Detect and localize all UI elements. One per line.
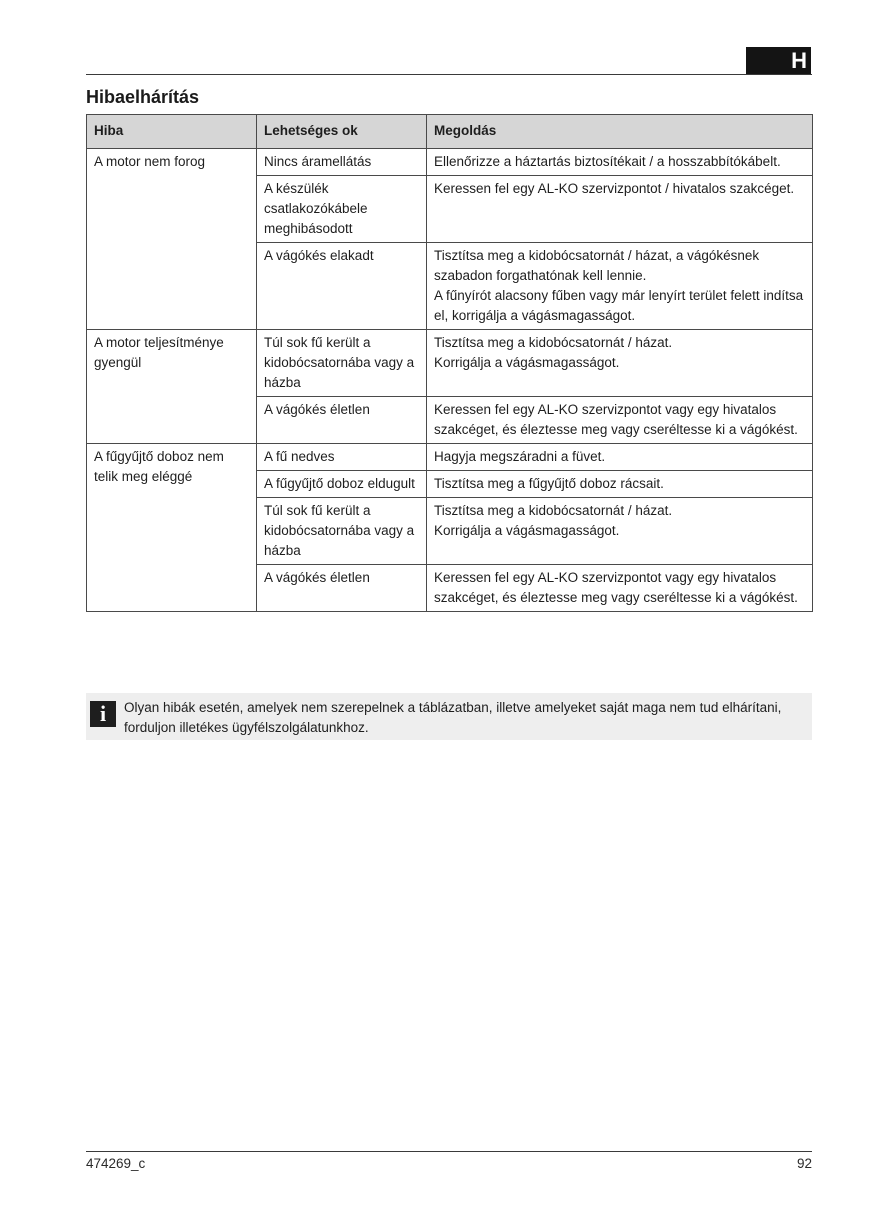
cause-cell: A fűgyűjtő doboz eldugult [257, 471, 427, 498]
table-row [87, 149, 813, 176]
cause-cell: Nincs áramellátás [257, 149, 427, 176]
header-rule [86, 74, 812, 75]
solution-cell: Keressen fel egy AL-KO szervizpontot / hivatalos szakcéget. [427, 176, 813, 243]
page-title: Hibaelhárítás [86, 87, 200, 107]
table-row [87, 444, 813, 471]
solution-cell: Tisztítsa meg a kidobócsatornát / házat, a vágókésnek szabadon forgathatónak kell lennie. A fűnyírót alacsony fűben vagy már lenyírt terület felett indítsa el, korrigálja a vágásmagasságot. [427, 243, 813, 330]
language-badge: H [746, 47, 811, 75]
solution-cell: Tisztítsa meg a kidobócsatornát / házat. Korrigálja a vágásmagasságot. [427, 330, 813, 397]
table-header-row [87, 115, 813, 149]
problem-cell: A motor teljesítménye gyengül [87, 330, 257, 444]
cause-cell: Túl sok fű került a kidobócsatornába vagy a házba [257, 498, 427, 565]
solution-cell: Keressen fel egy AL-KO szervizpontot vagy egy hivatalos szakcéget, és éleztesse meg vagy cseréltesse ki a vágókést. [427, 565, 813, 612]
table-row [87, 330, 813, 397]
column-header-problem: Hiba [87, 115, 257, 149]
problem-cell: A fűgyűjtő doboz nem telik meg eléggé [87, 444, 257, 612]
column-header-cause: Lehetséges ok [257, 115, 427, 149]
problem-cell: A motor nem forog [87, 149, 257, 330]
cause-cell: A fű nedves [257, 444, 427, 471]
cause-cell: Túl sok fű került a kidobócsatornába vagy a házba [257, 330, 427, 397]
info-note-text: Olyan hibák esetén, amelyek nem szerepelnek a táblázatban, illetve amelyeket saját maga nem tud elhárítani, forduljon illetékes ügyfélszolgálatunkhoz. [124, 700, 782, 735]
troubleshooting-table [86, 114, 813, 612]
cause-cell: A készülék csatlakozókábele meghibásodott [257, 176, 427, 243]
solution-cell: Ellenőrizze a háztartás biztosítékait / a hosszabbítókábelt. [427, 149, 813, 176]
solution-cell: Hagyja megszáradni a füvet. [427, 444, 813, 471]
info-icon: i [90, 701, 116, 727]
document-number: 474269_c [86, 1156, 146, 1171]
solution-cell: Tisztítsa meg a kidobócsatornát / házat. Korrigálja a vágásmagasságot. [427, 498, 813, 565]
info-note [86, 693, 812, 740]
cause-cell: A vágókés életlen [257, 397, 427, 444]
cause-cell: A vágókés elakadt [257, 243, 427, 330]
solution-cell: Tisztítsa meg a fűgyűjtő doboz rácsait. [427, 471, 813, 498]
cause-cell: A vágókés életlen [257, 565, 427, 612]
column-header-solution: Megoldás [427, 115, 813, 149]
solution-cell: Keressen fel egy AL-KO szervizpontot vagy egy hivatalos szakcéget, és éleztesse meg vagy cseréltesse ki a vágókést. [427, 397, 813, 444]
footer-rule [86, 1151, 812, 1152]
page-number: 92 [796, 1156, 812, 1171]
